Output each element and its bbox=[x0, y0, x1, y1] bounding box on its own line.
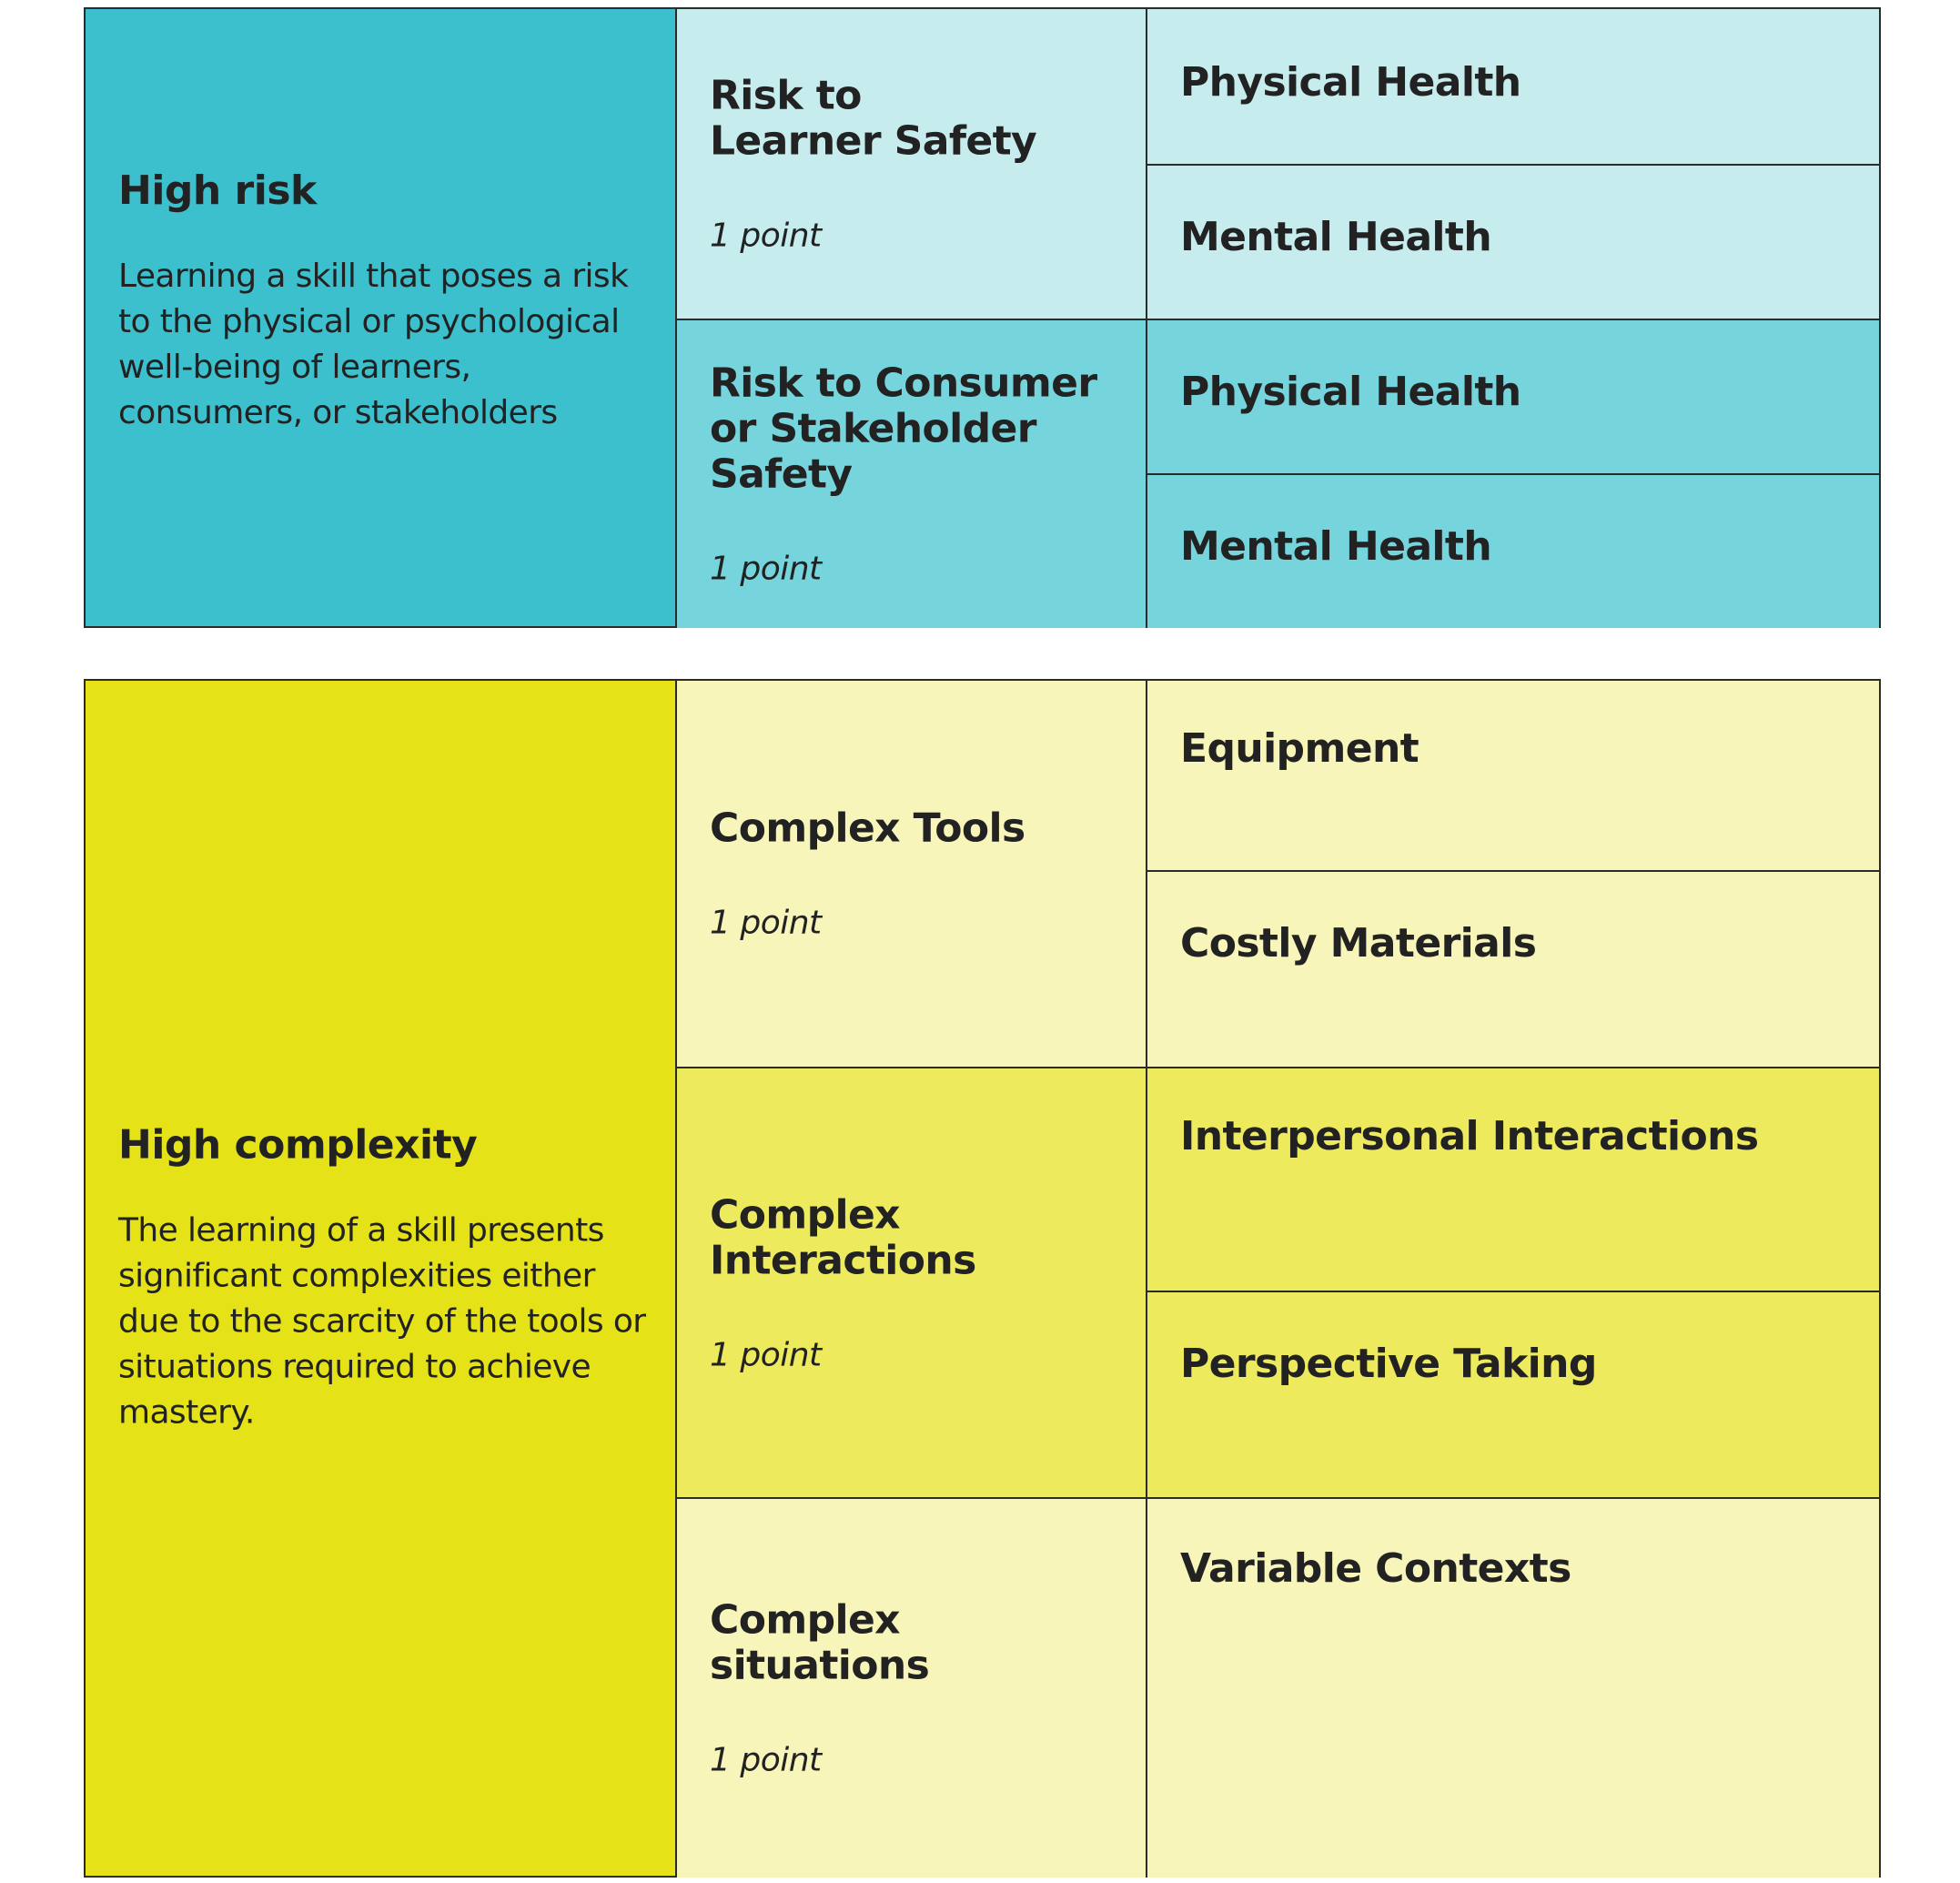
sub-item-label: Physical Health bbox=[1180, 59, 1521, 106]
category-complex-tools bbox=[677, 681, 1147, 1067]
category-points: 1 point bbox=[710, 217, 822, 255]
high-risk-title: High risk bbox=[118, 167, 317, 214]
sub-item-label: Physical Health bbox=[1180, 369, 1521, 415]
sub-item-label: Mental Health bbox=[1180, 523, 1492, 570]
sub-item-cell bbox=[1147, 1291, 1879, 1497]
sub-item-cell bbox=[1147, 681, 1879, 870]
high-risk-cell bbox=[86, 9, 677, 626]
high-complexity-block bbox=[84, 679, 1881, 1878]
sub-item-cell bbox=[1147, 473, 1879, 628]
category-points: 1 point bbox=[710, 904, 822, 942]
category-points: 1 point bbox=[710, 550, 822, 588]
sub-item-label: Costly Materials bbox=[1180, 920, 1537, 967]
category-title: Complex situations bbox=[710, 1596, 930, 1689]
sub-item-cell bbox=[1147, 1067, 1879, 1291]
sub-item-cell bbox=[1147, 164, 1879, 319]
sub-item-cell bbox=[1147, 9, 1879, 164]
category-title: Complex Tools bbox=[710, 805, 1025, 852]
category-title: Complex Interactions bbox=[710, 1191, 976, 1283]
high-complexity-cell bbox=[86, 681, 677, 1876]
sub-item-label: Perspective Taking bbox=[1180, 1341, 1597, 1387]
sub-item-cell bbox=[1147, 870, 1879, 1067]
category-learner-safety bbox=[677, 9, 1147, 319]
category-points: 1 point bbox=[710, 1741, 822, 1779]
category-consumer-safety bbox=[677, 319, 1147, 628]
sub-item-cell bbox=[1147, 1497, 1879, 1878]
sub-item-label: Equipment bbox=[1180, 725, 1419, 772]
category-complex-interactions bbox=[677, 1067, 1147, 1497]
category-title: Risk to Learner Safety bbox=[710, 72, 1037, 165]
sub-item-label: Interpersonal Interactions bbox=[1180, 1113, 1759, 1159]
sub-item-label: Mental Health bbox=[1180, 214, 1492, 260]
category-title: Risk to Consumer or Stakeholder Safety bbox=[710, 359, 1097, 498]
high-complexity-description: The learning of a skill presents significant complexities either due to the scarcity of the tools or situations required to achieve mastery. bbox=[118, 1211, 646, 1431]
high-risk-block bbox=[84, 7, 1881, 628]
category-points: 1 point bbox=[710, 1336, 822, 1373]
sub-item-label: Variable Contexts bbox=[1180, 1545, 1571, 1592]
high-risk-description: Learning a skill that poses a risk to the physical or psychological well-being of learners, consumers, or stakeholders bbox=[118, 257, 629, 431]
sub-item-cell bbox=[1147, 319, 1879, 473]
high-complexity-title: High complexity bbox=[118, 1121, 478, 1168]
category-complex-situations bbox=[677, 1497, 1147, 1878]
